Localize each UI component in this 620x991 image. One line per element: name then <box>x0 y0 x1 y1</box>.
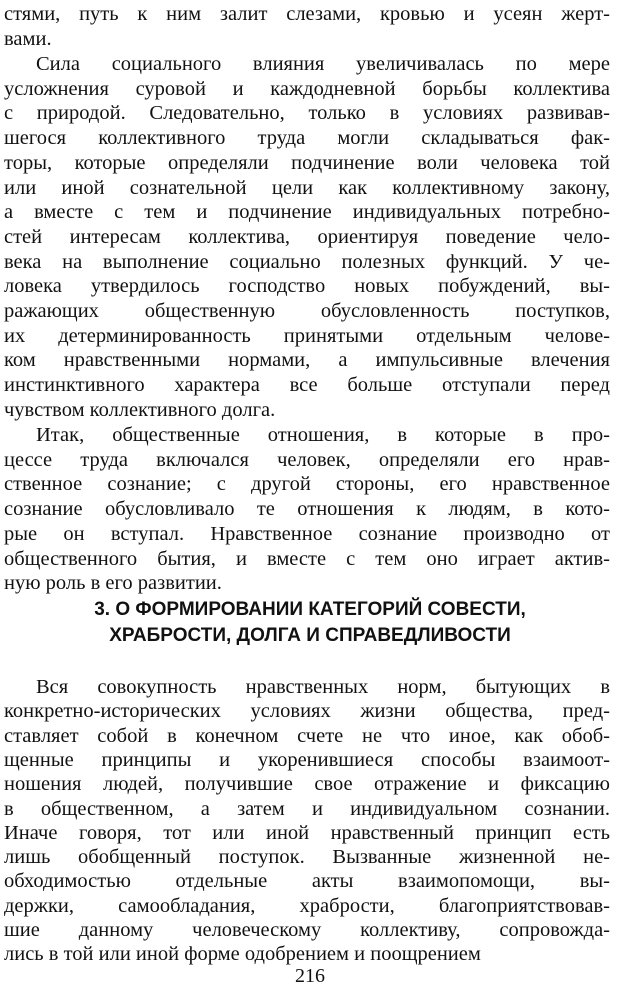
paragraph-2-line: Сила социального влияния увеличивалась по мере <box>36 53 610 75</box>
section-paragraph-line: щенные принципы и укоренившиеся способы взаимоот- <box>4 748 610 771</box>
paragraph-2-line: ком нравственными нормами, а импульсивные влечения <box>4 349 610 372</box>
paragraph-3-line: ственное сознание; с другой стороны, его нравственное <box>4 473 610 496</box>
paragraph-2-line: с природой. Следовательно, только в условиях развивав- <box>4 102 610 125</box>
section-paragraph-line: лись в той или иной форме одобрением и поощрением <box>4 943 481 966</box>
section-paragraph-line: держки, самообладания, храбрости, благоприятствовав- <box>4 894 610 917</box>
paragraph-2-line: века на выполнение социально полезных функций. У че- <box>4 250 610 273</box>
section-paragraph-line: в общественном, а затем и индивидуальном сознании. <box>4 797 610 820</box>
paragraph-2-line: или иной сознательной цели как коллективному закону, <box>4 176 610 199</box>
section-paragraph-line: лишь обобщенный поступок. Вызванные жизненной не- <box>4 846 610 869</box>
section-paragraph-line: ставляет собой в конечном счете не что иное, как обоб- <box>4 724 610 747</box>
paragraph-2-line: ражающих общественную обусловленность поступков, <box>4 300 610 322</box>
page-number: 216 <box>295 965 325 987</box>
paragraph-2-line: усложнения суровой и каждодневной борьбы коллектива <box>4 77 610 100</box>
paragraph-3-line: рые он вступал. Нравственное сознание производно от <box>4 522 610 545</box>
section-paragraph-line: обходимостью отдельные акты взаимопомощи, вы- <box>4 870 610 893</box>
paragraph-2-line: их детерминированность принятыми отдельным челове- <box>4 324 610 347</box>
paragraph-1-line: вами. <box>4 27 52 50</box>
section-paragraph-line: шие данному человеческому коллективу, сопровожда- <box>4 919 610 941</box>
paragraph-2-line: торы, которые определяли подчинение воли человека той <box>4 151 610 174</box>
section-paragraph-line: Вся совокупность нравственных норм, бытующих в <box>36 676 610 698</box>
paragraph-3-line: ную роль в его развитии. <box>4 572 222 595</box>
paragraph-2-line: ловека утвердилось господство новых побуждений, вы- <box>4 275 610 298</box>
section-paragraph-line: Иначе говоря, тот или иной нравственный принцип есть <box>4 821 610 844</box>
section-paragraph-line: конкретно-исторических условиях жизни общества, пред- <box>4 700 610 723</box>
paragraph-2-line: чувством коллективного долга. <box>4 398 276 421</box>
paragraph-2-line: шегося коллективного труда могли складываться фак- <box>4 127 610 150</box>
section-heading-line-1: 3. О ФОРМИРОВАНИИ КАТЕГОРИЙ СОВЕСТИ, <box>94 599 526 620</box>
paragraph-2-line: а вместе с тем и подчинение индивидуальных потребно- <box>4 201 610 224</box>
paragraph-2-line: стей интересам коллектива, ориентируя поведение чело- <box>4 225 610 248</box>
paragraph-2-line: инстинктивного характера все больше отступали перед <box>4 374 610 397</box>
paragraph-3-line: общественного бытия, и вместе с тем оно играет актив- <box>4 547 610 570</box>
section-heading-line-2: ХРАБРОСТИ, ДОЛГА И СПРАВЕДЛИВОСТИ <box>109 625 511 646</box>
paragraph-3-line: сознание обусловливало те отношения к людям, в кото- <box>4 498 610 521</box>
paragraph-3-line: Итак, общественные отношения, в которые в про- <box>36 424 610 446</box>
paragraph-3-line: цессе труда включался человек, определяли его нрав- <box>4 448 610 471</box>
section-paragraph-line: ношения людей, получившие свое отражение и фиксацию <box>4 773 610 796</box>
paragraph-1-line: стями, путь к ним залит слезами, кровью и усеян жерт- <box>4 3 610 25</box>
